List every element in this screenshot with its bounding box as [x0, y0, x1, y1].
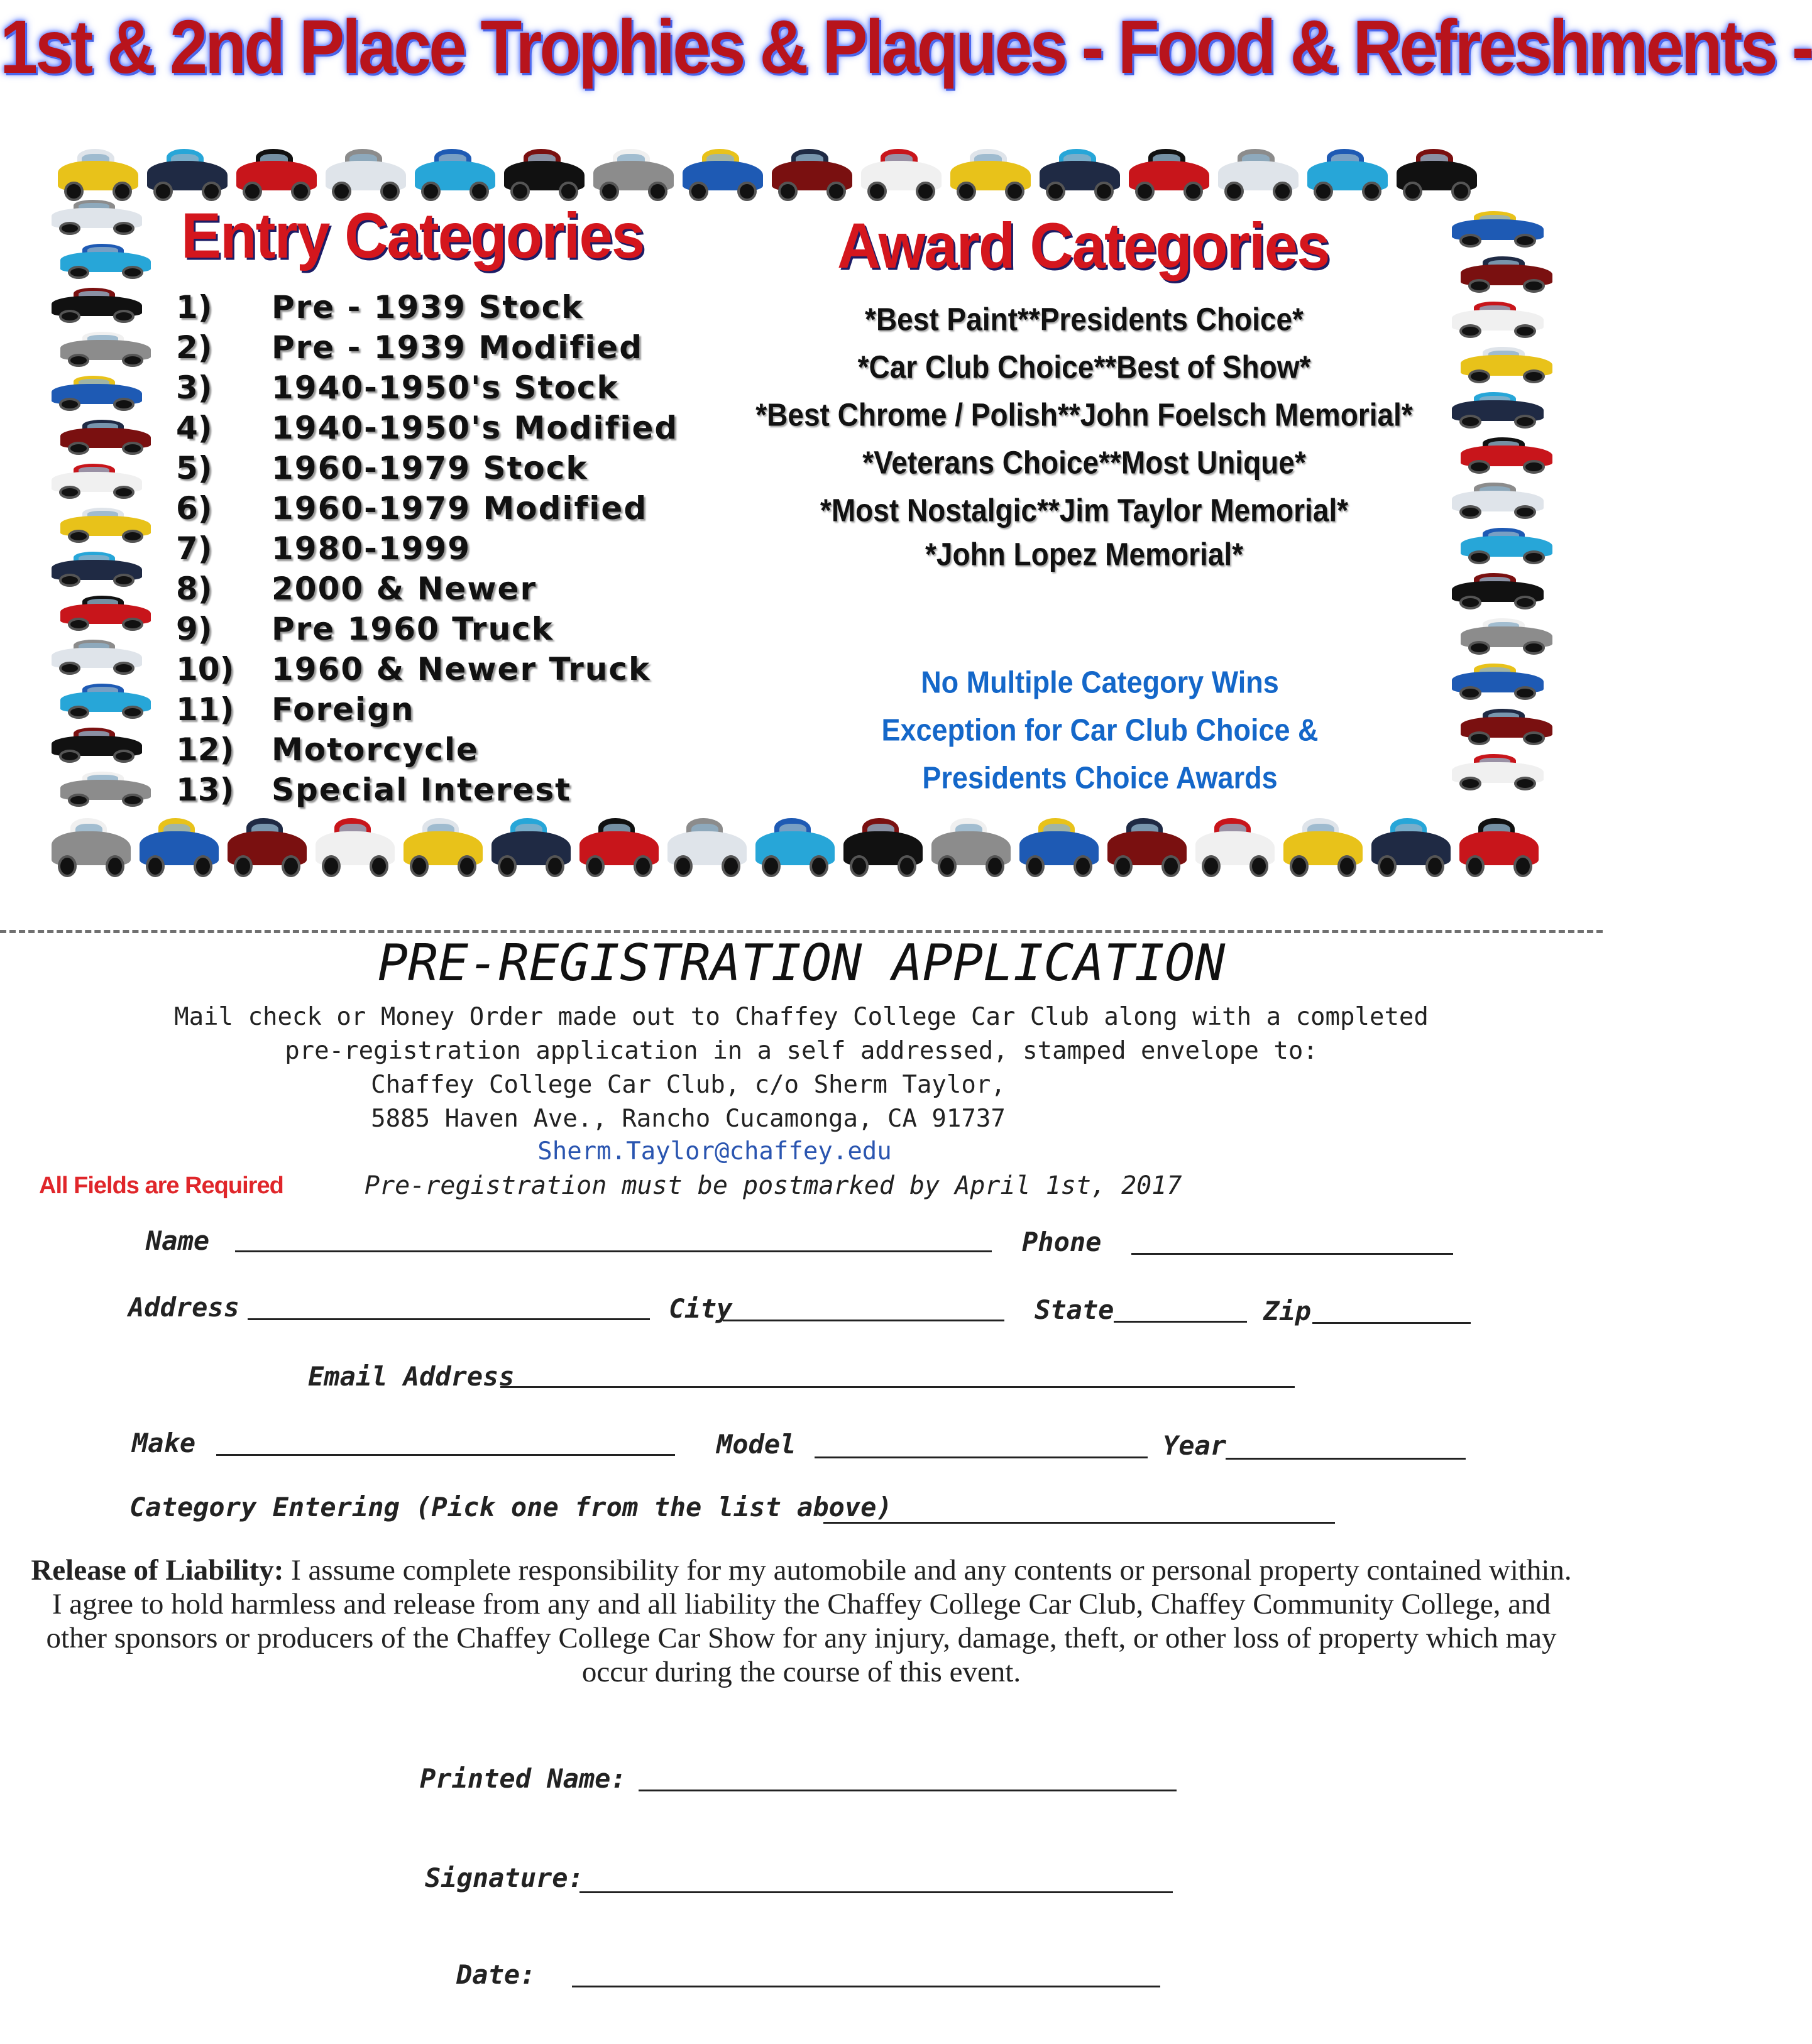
award-line: *Best Paint**Presidents Choice* [865, 301, 1304, 337]
car-photo [60, 416, 151, 455]
car-photo [228, 812, 307, 877]
entry-number: 13) [176, 772, 234, 808]
car-photo [60, 592, 151, 631]
car-photo [316, 812, 395, 877]
car-photo [491, 812, 571, 877]
car-photo [52, 196, 142, 235]
car-photo [504, 143, 585, 201]
postmark-deadline: Pre-registration must be postmarked by April 1st, 2017 [365, 1171, 1182, 1200]
car-photo [843, 812, 923, 877]
entry-label: Foreign [272, 691, 415, 728]
entry-label: 1940-1950's Stock [272, 369, 619, 406]
signature-label: Signature: [425, 1862, 584, 1893]
car-photo [755, 812, 835, 877]
car-photo [1459, 812, 1539, 877]
entry-number: 7) [176, 530, 212, 567]
entry-number: 6) [176, 490, 212, 527]
contact-email-link[interactable]: Sherm.Taylor@chaffey.edu [537, 1137, 892, 1166]
note-line: No Multiple Category Wins [921, 664, 1279, 700]
car-photo [1218, 143, 1299, 201]
entry-label: Pre - 1939 Stock [272, 289, 584, 325]
car-photo [1461, 705, 1552, 745]
instruction-line: pre-registration application in a self addressed, stamped envelope to: [285, 1037, 1318, 1065]
email-address-label: Email Address [308, 1361, 515, 1392]
make-label: Make [132, 1428, 196, 1458]
release-of-liability [25, 1553, 1578, 1689]
address-field[interactable] [248, 1318, 650, 1320]
car-photo [236, 143, 317, 201]
car-photo [140, 812, 219, 877]
entry-number: 10) [176, 651, 234, 687]
car-photo [1307, 143, 1388, 201]
car-photo [1461, 615, 1552, 655]
printed-name-field[interactable] [639, 1790, 1177, 1791]
car-photo [52, 812, 131, 877]
award-categories-heading: Award Categories [837, 210, 1329, 282]
award-line: *Veterans Choice**Most Unique* [862, 444, 1306, 481]
car-photo [52, 460, 142, 499]
event-banner: 1st & 2nd Place Trophies & Plaques - Food & Refreshments - [0, 4, 1812, 89]
award-line: *John Lopez Memorial* [925, 536, 1244, 572]
mailing-address-line: 5885 Haven Ave., Rancho Cucamonga, CA 91737 [371, 1105, 1006, 1133]
year-field[interactable] [1226, 1458, 1466, 1460]
form-title: PRE-REGISTRATION APPLICATION [377, 934, 1226, 992]
year-label: Year [1163, 1430, 1227, 1461]
entry-label: 1960 & Newer Truck [272, 651, 651, 687]
date-label: Date: [456, 1959, 536, 1990]
entry-number: 5) [176, 450, 212, 486]
zip-label: Zip [1263, 1296, 1311, 1326]
entry-number: 3) [176, 369, 212, 406]
entry-number: 4) [176, 410, 212, 446]
signature-field[interactable] [579, 1891, 1173, 1893]
phone-field[interactable] [1131, 1253, 1453, 1255]
email-address-field[interactable] [500, 1386, 1295, 1388]
entry-number: 12) [176, 731, 234, 768]
car-photo [1452, 479, 1544, 519]
city-field[interactable] [723, 1320, 1004, 1321]
entry-label: Pre 1960 Truck [272, 611, 554, 647]
state-field[interactable] [1114, 1321, 1247, 1323]
car-photo [579, 812, 659, 877]
car-photo [683, 143, 763, 201]
address-label: Address [128, 1292, 240, 1323]
award-categories-list [742, 295, 1427, 574]
zip-field[interactable] [1312, 1322, 1471, 1324]
entry-label: 1960-1979 Stock [272, 450, 588, 486]
entry-number: 11) [176, 691, 234, 728]
car-photo [1452, 388, 1544, 429]
car-photo [1461, 343, 1552, 383]
car-photo [1397, 143, 1477, 201]
category-field[interactable] [823, 1522, 1335, 1524]
car-photo [1452, 207, 1544, 248]
car-photo [1019, 812, 1099, 877]
entry-label: Pre - 1939 Modified [272, 329, 643, 366]
car-photo [1129, 143, 1209, 201]
car-photo [326, 143, 406, 201]
car-photo [1461, 253, 1552, 293]
dashed-cut-line [0, 930, 1603, 933]
note-line: Presidents Choice Awards [922, 760, 1278, 795]
car-photo [147, 143, 228, 201]
car-photo [1107, 812, 1187, 877]
entry-label: 1940-1950's Modified [272, 410, 679, 446]
car-photo [52, 372, 142, 411]
car-photo [60, 240, 151, 279]
entry-label: 1960-1979 Modified [272, 490, 648, 527]
car-photo [60, 504, 151, 543]
phone-label: Phone [1022, 1227, 1102, 1257]
car-photo [52, 548, 142, 587]
entry-number: 2) [176, 329, 212, 366]
entry-number: 1) [176, 289, 212, 325]
award-line: *Car Club Choice**Best of Show* [857, 349, 1311, 385]
state-label: State [1035, 1294, 1114, 1325]
car-photo [593, 143, 674, 201]
model-label: Model [717, 1429, 796, 1460]
car-photo [1461, 434, 1552, 474]
car-photo [60, 680, 151, 719]
category-label: Category Entering (Pick one from the list above) [129, 1492, 892, 1522]
instruction-line: Mail check or Money Order made out to Chaffey College Car Club along with a completed [174, 1003, 1429, 1031]
release-title: Release of Liability: [31, 1554, 284, 1587]
car-photo [60, 328, 151, 367]
note-line: Exception for Car Club Choice & [881, 712, 1319, 748]
car-photo [60, 768, 151, 807]
date-field[interactable] [572, 1986, 1160, 1987]
car-photo [931, 812, 1011, 877]
model-field[interactable] [815, 1456, 1148, 1458]
car-photo [772, 143, 852, 201]
car-photo [415, 143, 495, 201]
car-photo [1452, 569, 1544, 609]
car-photo [52, 284, 142, 323]
car-photo [1371, 812, 1451, 877]
entry-label: Motorcycle [272, 731, 479, 768]
car-photo [1452, 660, 1544, 700]
entry-label: Special Interest [272, 772, 572, 808]
car-photo [1283, 812, 1363, 877]
car-photo [52, 724, 142, 763]
printed-name-label: Printed Name: [420, 1763, 627, 1794]
required-fields-note: All Fields are Required [39, 1172, 283, 1199]
award-rules-note [817, 659, 1383, 802]
entry-label: 1980-1999 [272, 530, 471, 567]
award-line: *Best Chrome / Polish**John Foelsch Memorial* [755, 396, 1413, 433]
car-photo [861, 143, 942, 201]
entry-categories-heading: Entry Categories [181, 200, 644, 272]
release-text: I assume complete responsibility for my automobile and any contents or personal property contained within. I agree to hold harmless and release from any and all liability the Chaffey College Car Club, Chaffey Community College, and other sponsors or producers of the Chaffey College Car Show for any injury, damage, theft, or other loss of property which may occur during the course of this event. [46, 1554, 1572, 1688]
entry-label: 2000 & Newer [272, 571, 537, 607]
car-photo [950, 143, 1031, 201]
car-photo [1195, 812, 1275, 877]
city-label: City [669, 1293, 733, 1324]
car-photo [1452, 298, 1544, 338]
make-field[interactable] [216, 1454, 675, 1456]
award-line: *Most Nostalgic**Jim Taylor Memorial* [820, 492, 1349, 528]
car-photo [1461, 524, 1552, 564]
car-photo [52, 636, 142, 675]
car-photo [58, 143, 138, 201]
car-photo [1040, 143, 1120, 201]
entry-number: 9) [176, 611, 212, 647]
entry-number: 8) [176, 571, 212, 607]
mailing-address-line: Chaffey College Car Club, c/o Sherm Taylor, [371, 1071, 1006, 1099]
car-photo [1452, 750, 1544, 790]
name-field[interactable] [235, 1250, 992, 1252]
car-photo [404, 812, 483, 877]
car-photo [667, 812, 747, 877]
name-label: Name [146, 1225, 210, 1256]
